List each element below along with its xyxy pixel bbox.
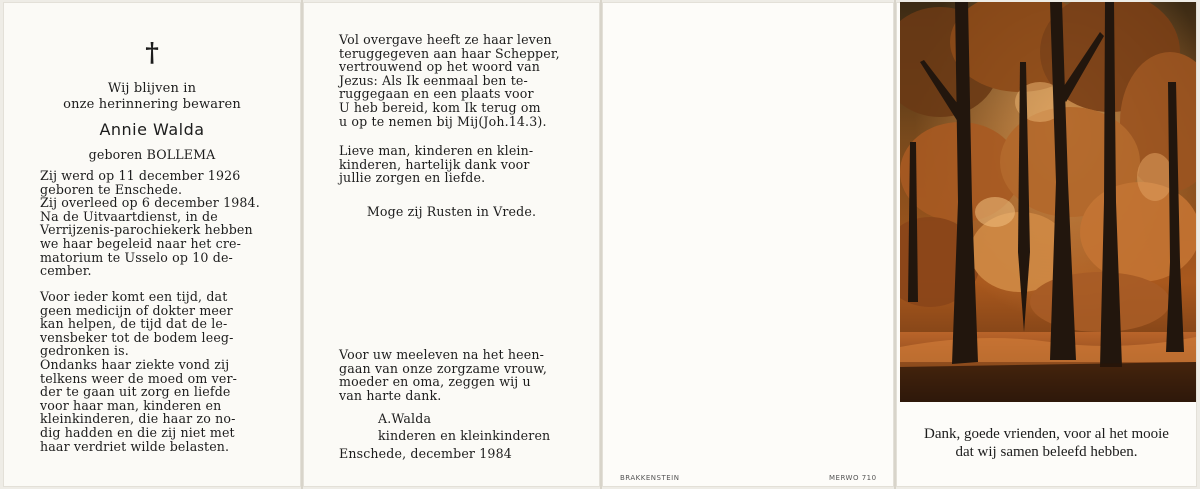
text-line: U heb bereid, kom Ik terug om [339,99,541,115]
photo-caption [896,425,1197,461]
heading-line: Wij blijven in [107,81,197,96]
text-line: dig hadden en die zij niet met [40,424,235,440]
text-line: vertrouwend op het woord van [339,59,541,75]
caption-line: dat wij samen beleefd hebben. [955,444,1138,460]
text-line: Voor ieder komt een tijd, dat [40,289,228,304]
text-line: der te gaan uit zorg en liefde [40,384,231,400]
deceased-name: Annie Walda [99,120,205,139]
maiden-name: geboren BOLLEMA [88,147,216,162]
signature-family: kinderen en kleinkinderen [378,428,551,443]
text-line: vensbeker tot de bodem leeg- [40,329,234,345]
text-line: we haar begeleid naar het cre- [40,235,242,251]
biography-paragraph [40,169,260,278]
text-line: matorium te Usselo op 10 de- [40,249,233,265]
reflection-paragraph [40,290,237,453]
text-line: kan helpen, de tijd dat de le- [40,316,228,332]
caption-line: Dank, goede vrienden, voor al het mooie [924,426,1169,442]
text-line: Ondanks haar ziekte vond zij [40,356,230,372]
text-line: moeder en oma, zeggen wij u [339,374,531,390]
text-line: geen medicijn of dokter meer [40,302,233,318]
print-code: MERWO 710 [829,474,877,482]
text-line: kinderen, hartelijk dank voor [339,156,530,172]
text-line: teruggegeven aan haar Schepper, [339,45,560,61]
text-line: cember. [40,263,92,279]
text-line: u op te nemen bij Mij(Joh.14.3). [339,113,547,129]
panel-blank-back [602,2,894,487]
text-line: gedronken is. [40,343,129,359]
text-line: voor haar man, kinderen en [40,397,222,413]
faith-paragraph [339,33,560,128]
text-line: kleinkinderen, die haar zo no- [40,411,236,427]
text-line: Verrijzenis-parochiekerk hebben [40,222,253,238]
text-line: gaan van onze zorgzame vrouw, [339,360,548,376]
signature-block [378,410,550,444]
text-line: Vol overgave heeft ze haar leven [339,32,552,47]
text-line: Zij werd op 11 december 1926 [40,168,241,183]
gratitude-paragraph [339,348,547,402]
text-line: Voor uw meeleven na het heen- [339,347,545,362]
text-line: jullie zorgen en liefde. [339,170,486,186]
text-line: Zij overleed op 6 december 1984. [40,195,260,211]
panel-left [3,2,301,487]
text-line: ruggegaan en een plaats voor [339,86,534,102]
text-line: Lieve man, kinderen en klein- [339,143,534,158]
printer-name: BRAKKENSTEIN [620,474,680,482]
panel-front-photo [896,2,1197,487]
text-line: Jezus: Als Ik eenmaal ben te- [339,72,528,88]
cross-icon: † [145,38,159,68]
place-date: Enschede, december 1984 [339,446,512,461]
signature-name: A.Walda [378,411,432,426]
text-line: haar verdriet wilde belasten. [40,438,230,454]
text-line: telkens weer de moed om ver- [40,370,238,386]
autumn-forest-photo-icon [900,2,1196,402]
family-thanks-paragraph [339,144,533,185]
memorial-heading [3,81,301,113]
panel-inner-right [303,2,600,487]
heading-line: onze herinnering bewaren [63,97,241,112]
text-line: geboren te Enschede. [40,181,183,197]
text-line: Na de Uitvaartdienst, in de [40,208,218,224]
text-line: van harte dank. [339,387,442,403]
rest-in-peace: Moge zij Rusten in Vrede. [366,204,537,219]
